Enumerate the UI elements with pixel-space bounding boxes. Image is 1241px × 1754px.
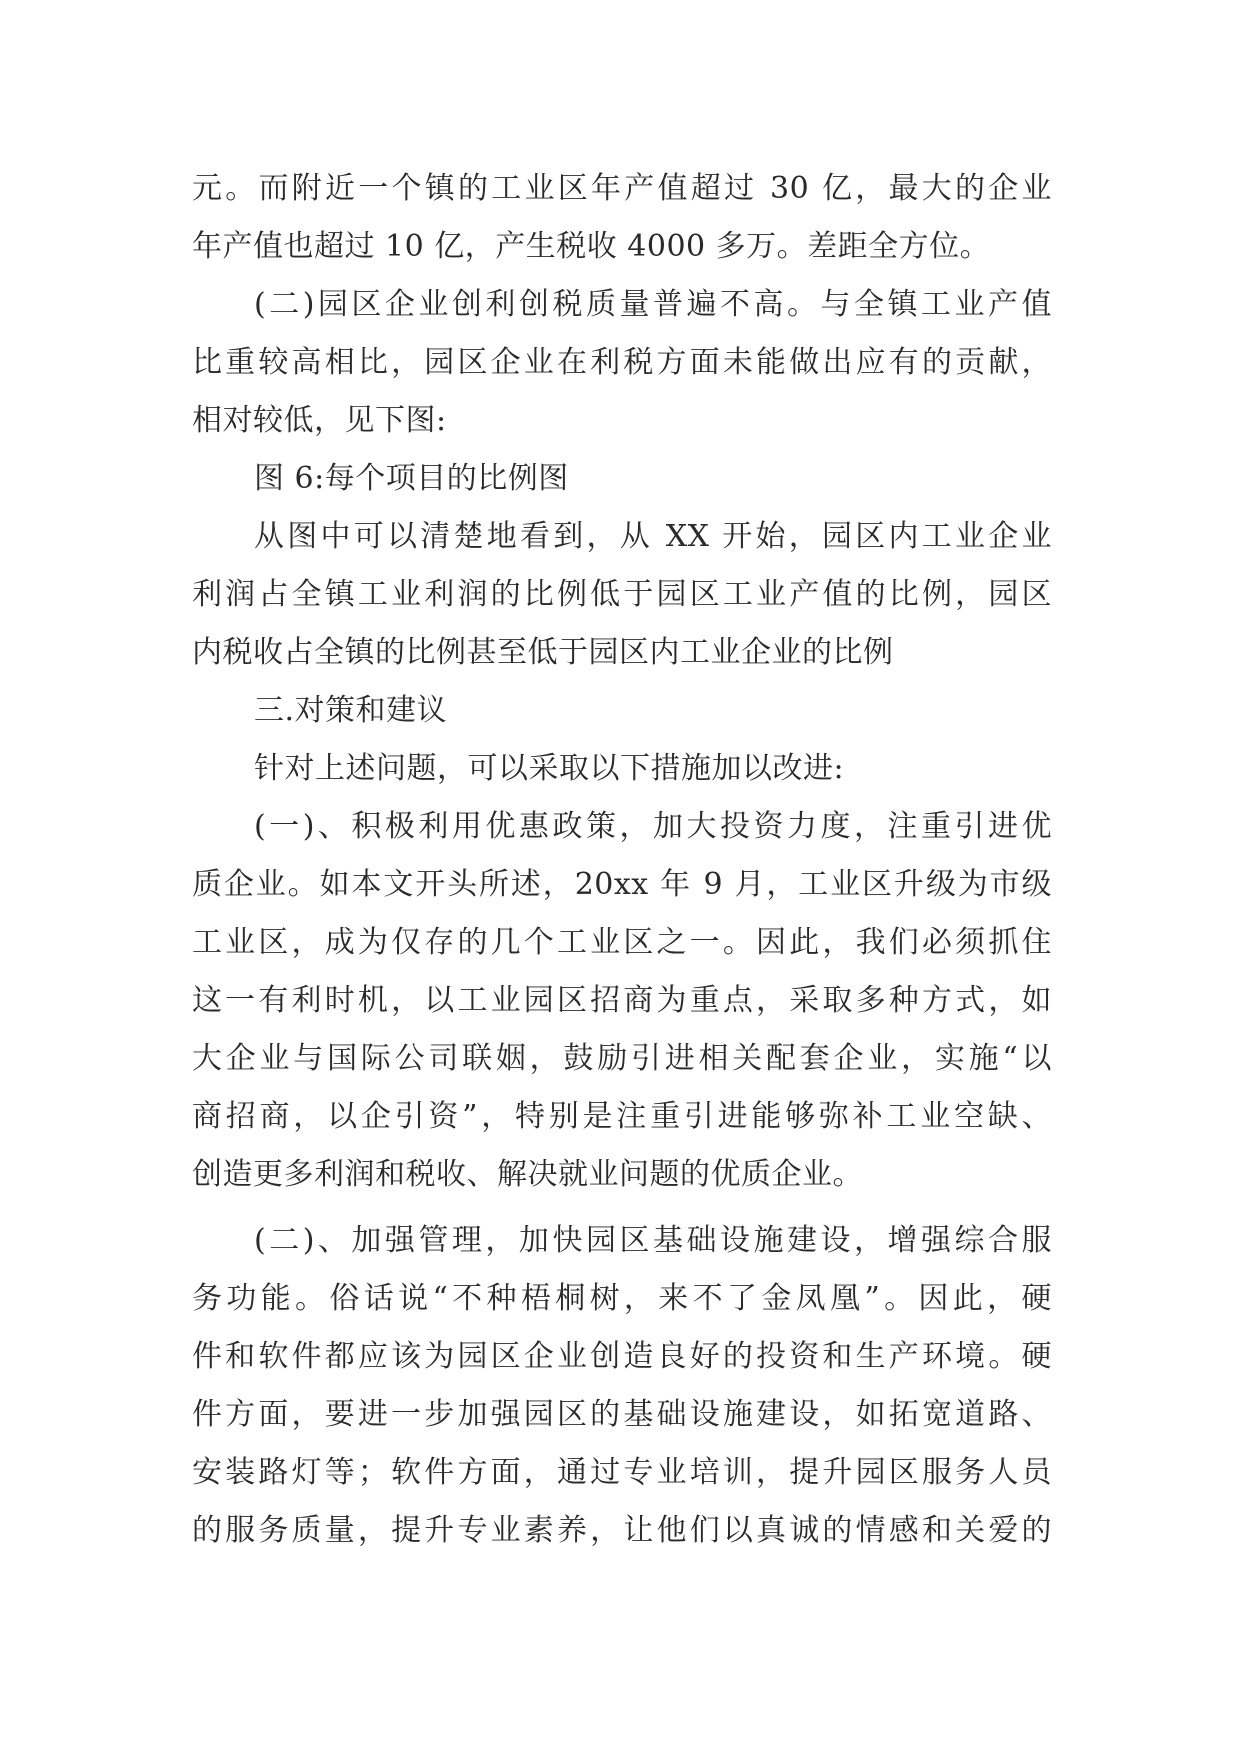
text-line: 相对较低，见下图: [192, 403, 447, 438]
paragraph [192, 508, 1052, 682]
text-line: 三.对策和建议 [254, 693, 448, 728]
text-line: 比重较高相比，园区企业在利税方面未能做出应有的贡献， [192, 345, 1052, 380]
text-line: 针对上述问题，可以采取以下措施加以改进: [254, 751, 845, 786]
text-line: 内税收占全镇的比例甚至低于园区内工业企业的比例 [192, 635, 894, 670]
paragraph [192, 740, 1052, 798]
text-line: 大企业与国际公司联姻，鼓励引进相关配套企业，实施“以 [192, 1041, 1052, 1076]
text-line: (一)、积极利用优惠政策，加大投资力度，注重引进优 [254, 809, 1052, 844]
text-line: 安装路灯等；软件方面，通过专业培训，提升园区服务人员 [192, 1455, 1052, 1490]
text-line: 创造更多利润和税收、解决就业问题的优质企业。 [192, 1157, 863, 1192]
paragraph [192, 798, 1052, 1204]
body-text [192, 160, 1052, 1560]
text-line: 件方面，要进一步加强园区的基础设施建设，如拓宽道路、 [192, 1397, 1052, 1432]
text-line: 图 6:每个项目的比例图 [254, 461, 569, 496]
section-heading [192, 682, 1052, 740]
text-line: 务功能。俗话说“不种梧桐树，来不了金凤凰”。因此，硬 [192, 1281, 1052, 1316]
text-line: 工业区，成为仅存的几个工业区之一。因此，我们必须抓住 [192, 925, 1052, 960]
text-line: 年产值也超过 10 亿，产生税收 4000 多万。差距全方位。 [192, 229, 991, 264]
text-line: 质企业。如本文开头所述，20xx 年 9 月，工业区升级为市级 [192, 867, 1052, 902]
text-line: 利润占全镇工业利润的比例低于园区工业产值的比例，园区 [192, 577, 1052, 612]
text-line: (二)园区企业创利创税质量普遍不高。与全镇工业产值 [254, 287, 1052, 322]
text-line: 从图中可以清楚地看到，从 XX 开始，园区内工业企业 [254, 519, 1052, 554]
text-line: (二)、加强管理，加快园区基础设施建设，增强综合服 [254, 1223, 1052, 1258]
text-line: 商招商，以企引资”，特别是注重引进能够弥补工业空缺、 [192, 1099, 1052, 1134]
text-line: 的服务质量，提升专业素养，让他们以真诚的情感和关爱的 [192, 1513, 1052, 1548]
paragraph [192, 276, 1052, 450]
text-line: 件和软件都应该为园区企业创造良好的投资和生产环境。硬 [192, 1339, 1052, 1374]
text-line: 元。而附近一个镇的工业区年产值超过 30 亿，最大的企业 [192, 171, 1052, 206]
figure-caption [192, 450, 1052, 508]
paragraph [192, 1212, 1052, 1560]
paragraph [192, 160, 1052, 276]
text-line: 这一有利时机，以工业园区招商为重点，采取多种方式，如 [192, 983, 1052, 1018]
